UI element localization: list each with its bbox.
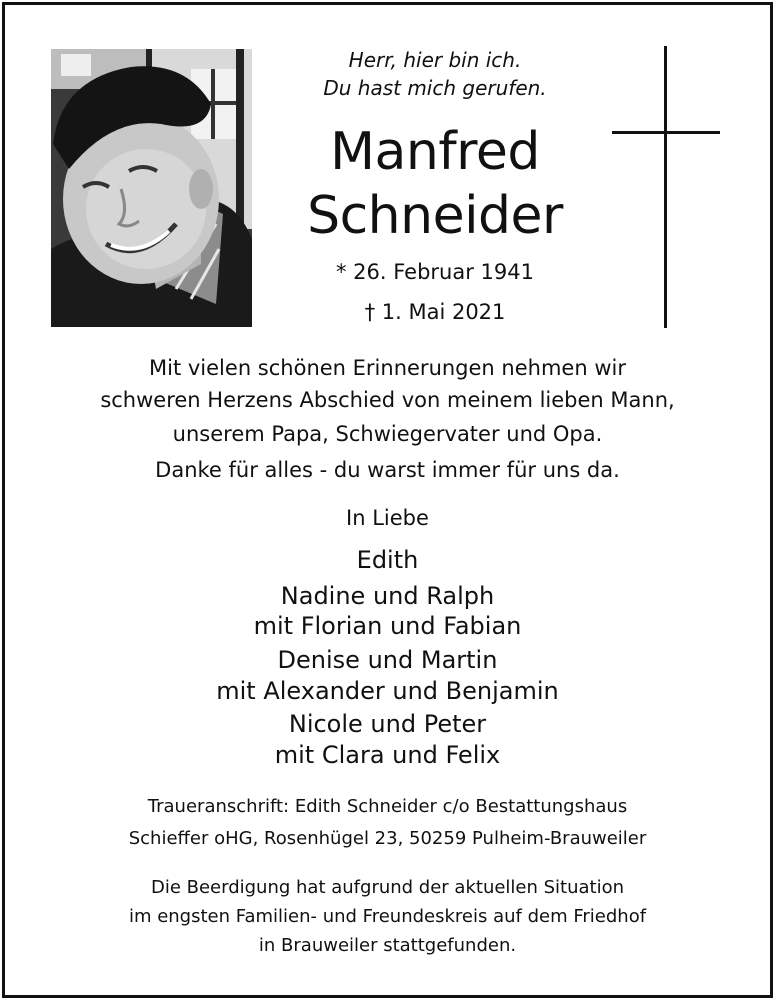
family-member: mit Florian und Fabian	[253, 612, 522, 640]
message-line-3: unserem Papa, Schwiegervater und Opa.	[172, 422, 603, 446]
funeral-note-line-3: in Brauweiler stattgefunden.	[258, 935, 517, 956]
family-member: mit Alexander und Benjamin	[216, 677, 559, 705]
family-member: Nadine und Ralph	[280, 582, 495, 610]
funeral-note-line-2: im engsten Familien- und Freundeskreis auf dem Friedhof	[128, 906, 647, 927]
funeral-note-line-1: Die Beerdigung hat aufgrund der aktuellen Situation	[150, 877, 625, 898]
deceased-first-name: Manfred	[330, 122, 540, 182]
birth-date: * 26. Februar 1941	[336, 260, 534, 284]
message-line-2: schweren Herzens Abschied von meinem lieben Mann,	[100, 388, 675, 412]
deceased-last-name: Schneider	[307, 186, 563, 246]
portrait-photo	[51, 49, 252, 327]
address-line-1: Traueranschrift: Edith Schneider c/o Bestattungshaus	[147, 796, 628, 817]
in-love-line: In Liebe	[346, 506, 429, 530]
verse-line-1: Herr, hier bin ich.	[348, 48, 522, 72]
family-member: Edith	[356, 546, 419, 574]
cross-icon	[612, 46, 720, 328]
family-member: Denise und Martin	[277, 646, 498, 674]
address-line-2: Schieffer oHG, Rosenhügel 23, 50259 Pulheim-Brauweiler	[128, 828, 647, 849]
verse-line-2: Du hast mich gerufen.	[323, 76, 547, 100]
family-member: Nicole und Peter	[288, 710, 487, 738]
thanks-line: Danke für alles - du warst immer für uns da.	[155, 458, 620, 482]
message-line-1: Mit vielen schönen Erinnerungen nehmen wir	[149, 356, 626, 380]
family-member: mit Clara und Felix	[274, 741, 501, 769]
death-date: † 1. Mai 2021	[364, 300, 506, 324]
